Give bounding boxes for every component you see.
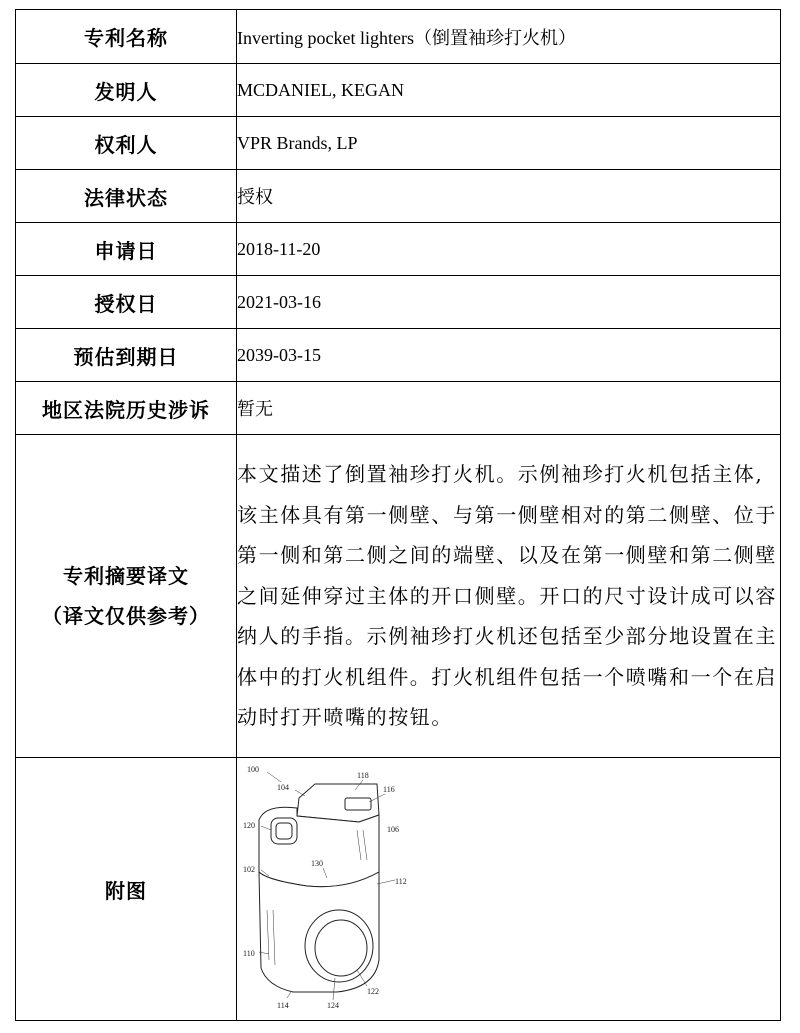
label-filing-date: 申请日: [16, 223, 237, 276]
label-figure: 附图: [16, 758, 237, 1021]
label-grant-date: 授权日: [16, 276, 237, 329]
label-patent-name: 专利名称: [16, 10, 237, 64]
leader-line: [295, 790, 305, 796]
value-patent-name: Inverting pocket lighters（倒置袖珍打火机）: [237, 10, 781, 64]
row-grant-date: [16, 276, 781, 329]
callout-114: 114: [277, 1000, 289, 1010]
row-abstract: [16, 435, 781, 758]
row-expiry-date: [16, 329, 781, 382]
value-assignee: VPR Brands, LP: [237, 117, 781, 170]
label-abstract: [16, 435, 237, 758]
label-expiry-date: 预估到期日: [16, 329, 237, 382]
value-filing-date: 2018-11-20: [237, 223, 781, 276]
value-expiry-date: 2039-03-15: [237, 329, 781, 382]
callout-112: 112: [395, 876, 407, 886]
row-assignee: [16, 117, 781, 170]
figure-cell: [237, 758, 781, 1021]
row-inventor: [16, 64, 781, 117]
callout-122: 122: [367, 986, 379, 996]
callout-110: 110: [243, 948, 255, 958]
value-litigation: 暂无: [237, 382, 781, 435]
value-inventor: MCDANIEL, KEGAN: [237, 64, 781, 117]
leader-line: [287, 992, 291, 998]
row-figure: [16, 758, 781, 1021]
callout-104: 104: [277, 782, 289, 792]
row-legal-status: [16, 170, 781, 223]
callout-118: 118: [357, 770, 369, 780]
value-grant-date: 2021-03-16: [237, 276, 781, 329]
abstract-label-line1: 专利摘要译文: [63, 564, 189, 588]
callout-124: 124: [327, 1000, 339, 1010]
callout-100: 100: [247, 764, 259, 774]
patent-info-table: [15, 9, 781, 1021]
callout-130: 130: [311, 858, 323, 868]
label-inventor: 发明人: [16, 64, 237, 117]
leader-line: [267, 772, 281, 782]
label-legal-status: 法律状态: [16, 170, 237, 223]
leader-line: [377, 880, 395, 884]
row-patent-name: [16, 10, 781, 64]
abstract-label-line2: （译文仅供参考）: [42, 604, 210, 628]
finger-opening-inner-shape: [315, 920, 367, 976]
row-litigation: [16, 382, 781, 435]
abstract-text: 本文描述了倒置袖珍打火机。示例袖珍打火机包括主体,该主体具有第一侧壁、与第一侧壁相对的第二侧壁、位于第一侧和第二侧之间的端壁、以及在第一侧壁和第二侧壁之间延伸穿过主体的开口侧壁。开口的尺寸设计成可以容纳人的手指。示例袖珍打火机还包括至少部分地设置在主体中的打火机组件。打火机组件包括一个喷嘴和一个在启动时打开喷嘴的按钮。: [237, 435, 781, 758]
nozzle-slot-shape: [345, 798, 371, 810]
row-filing-date: [16, 223, 781, 276]
label-assignee: 权利人: [16, 117, 237, 170]
label-litigation: 地区法院历史涉诉: [16, 382, 237, 435]
patent-drawing-lighter: [237, 760, 417, 1015]
callout-106: 106: [387, 824, 399, 834]
callout-116: 116: [383, 784, 395, 794]
callout-102: 102: [243, 864, 255, 874]
lighter-button-inner-shape: [276, 823, 292, 839]
callout-120: 120: [243, 820, 255, 830]
value-legal-status: 授权: [237, 170, 781, 223]
